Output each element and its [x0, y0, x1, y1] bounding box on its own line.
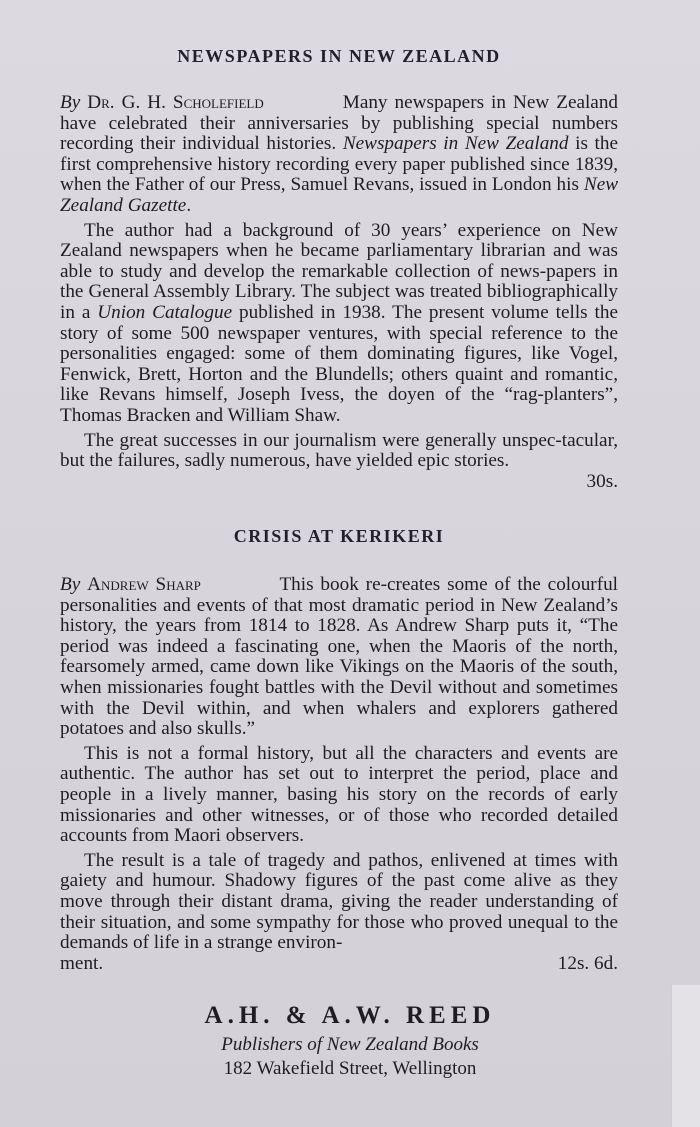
section-paragraph: This is not a formal history, but all the characters and events are authentic. The author has set out to interpret the period, place and people in a lively manner, basing his story on the records of early missionaries and other witnesses, or of those who recorded detailed accounts from Maori observers. [60, 742, 618, 847]
publisher-block [140, 1002, 560, 1080]
price: 30s. [586, 470, 618, 492]
section-paragraph [60, 221, 618, 427]
paragraph-text: is the first comprehensive history recording every paper published since 1839, when the Father of our Press, Samuel Revans, issued in London his [60, 133, 618, 196]
byline-prefix: By [60, 92, 81, 113]
section-paragraph: The result is a tale of tragedy and pathos, enlivened at times with gaiety and humour. Shadowy figures of the past come alive as they move through their distant drama, giving the reader understanding of their situation, and some sympathy for those who proved unequal to the demands of life in a strange environ- [60, 849, 618, 954]
book-title: Newspapers in New Zealand [342, 133, 569, 155]
punctuation: . [186, 194, 192, 216]
paragraph-text: published in 1938. The present volume tells the story of some 500 newspaper ventures, with special reference to the personalities engaged: some of them dominating figures, like Vogel, Fenwick, Brett, Horton and the Blundells; others quaint and romantic, like Revans himself, Joseph Ivess, the doyen of the “rag-planters”, Thomas Bracken and William Shaw. [60, 301, 618, 426]
section-title: CRISIS AT KERIKERI [233, 526, 445, 546]
section-paragraph [60, 575, 618, 740]
last-line [60, 954, 618, 975]
paragraph-text: This book re-creates some of the colourful personalities and events of that most dramatic period in New Zealand’s history, the years from 1814 to 1828. As Andrew Sharp puts it, “The period was indeed a fascinating one, when the Maoris of the north, fearsomely armed, came down like Vikings on the Maoris of the south, when missionaries fought battles with the Devil without and sometimes with the Devil within, and when whalers and explorers gathered potatoes and also skulls.” [60, 574, 619, 740]
book-title: Union Catalogue [97, 301, 233, 323]
section-paragraph [60, 93, 618, 217]
price: 12s. 6d. [557, 952, 618, 974]
author-name: Dr. G. H. Scholefield [87, 92, 264, 113]
book-title: New Zealand Gazette [60, 174, 619, 216]
page-edge [671, 985, 700, 1127]
paragraph-text: ment. [60, 952, 104, 974]
publisher-name: A.H. & A.W. REED [204, 1002, 496, 1029]
paragraph-text: Many newspapers in New Zealand have celebrated their anniversaries by publishing special numbers recording their individual histories. [60, 92, 619, 155]
section-kerikeri [60, 526, 618, 974]
byline-prefix: By [60, 574, 81, 595]
author-name: Andrew Sharp [87, 574, 201, 595]
section-title: NEWSPAPERS IN NEW ZEALAND [177, 46, 501, 66]
paragraph-text: The author had a background of 30 years’ experience on New Zealand newspapers when he became parliamentary librarian and was able to study and develop the remarkable collection of news-papers in the General Assembly Library. The subject was treated bibliographically in a [60, 219, 618, 323]
publisher-address: 182 Wakefield Street, Wellington [223, 1058, 477, 1079]
section-newspapers [60, 46, 618, 492]
section-paragraph: The great successes in our journalism were generally unspec-tacular, but the failures, sadly numerous, have yielded epic stories. [60, 429, 618, 472]
publisher-tagline: Publishers of New Zealand Books [221, 1034, 479, 1055]
